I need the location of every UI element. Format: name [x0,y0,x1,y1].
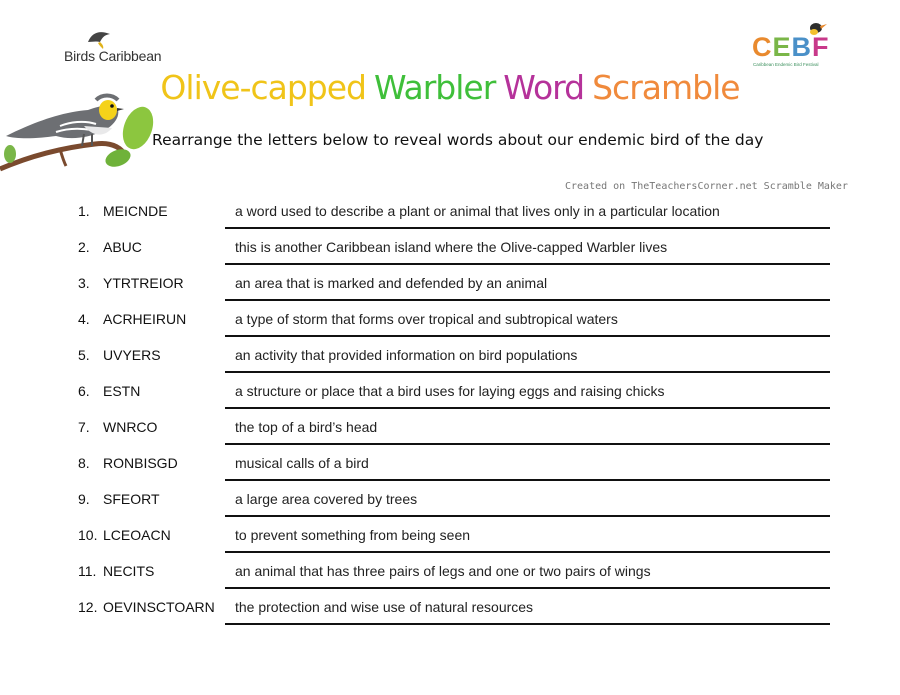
scramble-row [78,265,830,301]
item-number: 1. [78,203,90,219]
clue-text: the protection and wise use of natural resources [235,599,534,615]
scrambled-word: WNRCO [103,419,158,435]
title-part-warbler: Warbler [373,68,496,107]
title-part-scramble: Scramble [592,68,740,107]
item-number: 8. [78,455,90,471]
clue-text: musical calls of a bird [235,455,369,471]
answer-line[interactable] [225,623,830,625]
item-number: 9. [78,491,90,507]
clue-text: to prevent something from being seen [235,527,471,543]
clue-text: a word used to describe a plant or animal that lives only in a particular location [235,203,720,219]
item-number: 6. [78,383,90,399]
scrambled-word: YTRTREIOR [103,275,184,291]
cebf-letter-e: E [772,32,792,62]
clue-text: the top of a bird’s head [235,419,378,435]
cebf-logo [748,18,838,73]
scrambled-word: ESTN [103,383,141,399]
scrambled-word: ABUC [103,239,142,255]
scramble-row [78,517,830,553]
birdscaribbean-logo [64,28,179,70]
scrambled-word: SFEORT [103,491,160,507]
scrambled-word: ACRHEIRUN [103,311,187,327]
cebf-letter-c: C [752,32,773,62]
scramble-row [78,445,830,481]
clue-text: an animal that has three pairs of legs and one or two pairs of wings [235,563,651,579]
item-number: 5. [78,347,90,363]
cebf-letter-b: B [791,32,813,62]
instructions: Rearrange the letters below to reveal words about our endemic bird of the day [152,131,764,149]
scrambled-word: LCEOACN [103,527,171,543]
scramble-row [78,481,830,517]
bird-silhouette-icon [86,28,112,50]
item-number: 12. [78,599,98,615]
scramble-row [78,589,830,625]
cebf-letter-f: F [812,32,830,62]
item-number: 11. [78,563,97,579]
item-number: 3. [78,275,90,291]
clue-text: a structure or place that a bird uses for laying eggs and raising chicks [235,383,665,399]
cebf-letters [752,32,830,63]
clue-text: this is another Caribbean island where the Olive-capped Warbler lives [235,239,668,255]
item-number: 7. [78,419,90,435]
scramble-row [78,409,830,445]
scramble-row [78,229,830,265]
clue-text: an activity that provided information on bird populations [235,347,578,363]
scrambled-word: MEICNDE [103,203,168,219]
clue-text: a type of storm that forms over tropical and subtropical waters [235,311,618,327]
scrambled-word: UVYERS [103,347,161,363]
scramble-list [78,193,830,625]
scramble-row [78,193,830,229]
cebf-subtitle: Caribbean Endemic Bird Festival [753,62,819,67]
item-number: 2. [78,239,90,255]
scrambled-word: OEVINSCTOARN [103,599,215,615]
clue-text: a large area covered by trees [235,491,418,507]
scramble-row [78,373,830,409]
birdscaribbean-logo-text: Birds Caribbean [64,48,162,64]
item-number: 4. [78,311,90,327]
scramble-row [78,301,830,337]
credit-line: Created on TheTeachersCorner.net Scramble Maker [565,181,848,192]
scrambled-word: RONBISGD [103,455,178,471]
clue-text: an area that is marked and defended by an animal [235,275,548,291]
item-number: 10. [78,527,98,543]
title-part-word: Word [503,68,585,107]
title-part-olive-capped: Olive-capped [160,68,366,107]
scramble-row [78,553,830,589]
warbler-illustration [0,84,160,179]
scrambled-word: NECITS [103,563,155,579]
scramble-row [78,337,830,373]
